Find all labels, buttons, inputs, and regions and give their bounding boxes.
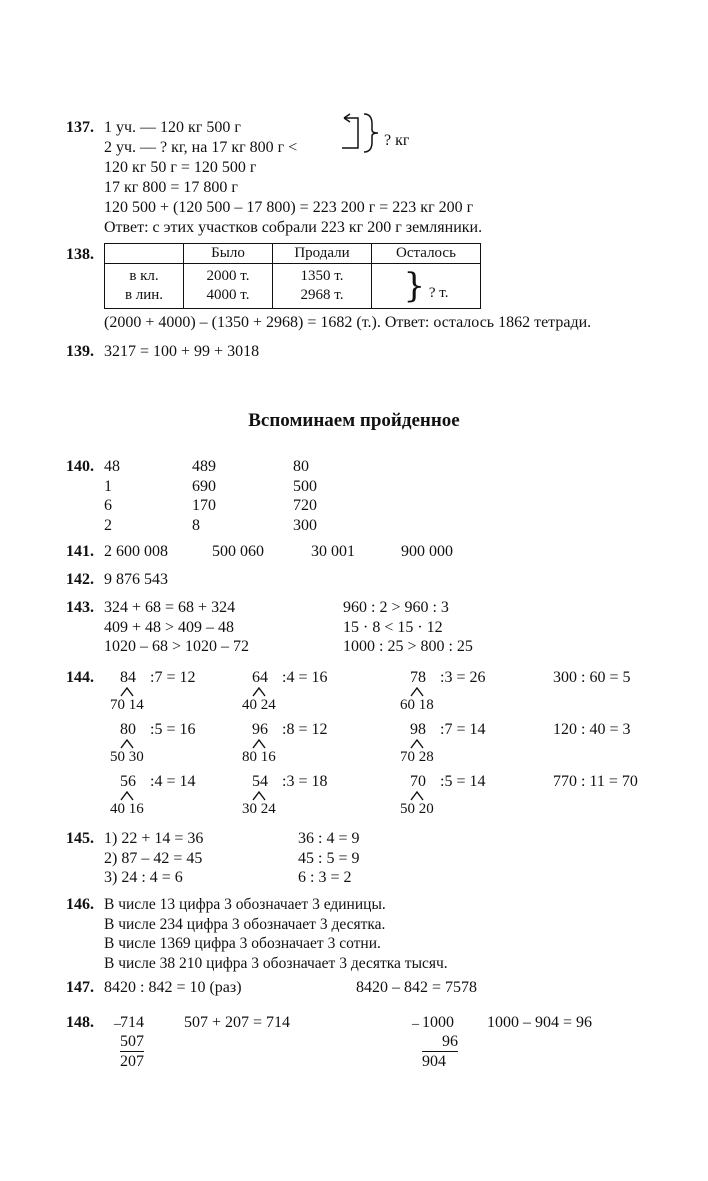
equation: 960 : 2 > 960 : 3 [343,599,449,616]
table-cell [184,263,273,308]
equation: 8420 : 842 = 10 (раз) [104,979,242,996]
column [293,457,317,535]
decomposition-parts: 40 16 [110,801,144,817]
minuend: 714 [120,1014,144,1031]
division-result: :8 = 12 [282,721,328,738]
problem-number: 140. [66,458,94,475]
equation: 324 + 68 = 68 + 324 [104,599,236,616]
table-cell [273,263,372,308]
value: 690 [192,477,216,495]
decomposition-parts: 30 24 [242,801,276,817]
text-block [104,895,448,973]
subtrahend: 507 [120,1032,144,1052]
text-line: 17 кг 800 = 17 800 г [104,179,238,196]
equation: 2) 87 – 42 = 45 [104,849,203,867]
equation: 1000 – 904 = 96 [487,1014,593,1031]
equation: 1020 – 68 > 1020 – 72 [104,638,250,655]
minuend: 1000 [422,1014,454,1031]
table-row [105,263,481,308]
dividend: 70 [410,773,426,790]
problem-number: 144. [66,669,94,686]
row-label: в лин. [124,286,164,303]
value: 30 001 [311,543,355,560]
value: 1 [104,477,112,495]
equation: 120 : 40 = 3 [553,721,631,738]
problem-number: 142. [66,571,94,588]
value: 500 [293,477,317,495]
division-result: :3 = 26 [440,669,486,686]
division-result: :4 = 14 [150,773,196,790]
column [104,829,203,888]
problem-number: 139. [66,343,94,360]
minus-sign: _ [412,1012,419,1027]
subtrahend: 96 [422,1032,458,1052]
table-cell [372,263,481,308]
question-label: ? кг [384,132,410,149]
decomposition-parts: 70 14 [110,697,144,713]
header-cell: Продали [273,244,372,264]
text-line: 3217 = 100 + 99 + 3018 [104,343,260,360]
value: 489 [192,458,216,475]
text-line: 120 кг 50 г = 120 500 г [104,159,257,176]
text-line: 2 уч. — ? кг, на 17 кг 800 г < [104,139,298,156]
decomposition-parts: 80 16 [242,749,276,765]
table-header-row [105,244,481,264]
dividend: 96 [252,721,268,738]
header-cell: Было [184,244,273,264]
row-label-cell [105,263,184,308]
text-line: В числе 13 цифра 3 обозначает 3 единицы. [104,896,386,913]
division-result: :5 = 16 [150,721,196,738]
text-line: 1 уч. — 120 кг 500 г [104,119,241,136]
cell-value: 2968 т. [300,286,344,303]
dividend: 80 [120,721,136,738]
equation: 3) 24 : 4 = 6 [104,869,183,886]
text-line: 120 500 + (120 500 – 17 800) = 223 200 г = 223 кг 200 г [104,199,474,216]
problem-number: 148. [66,1014,94,1031]
problem-number: 137. [66,119,94,136]
section-heading: Вспоминаем пройденное [248,410,460,431]
dividend: 64 [252,669,268,686]
value: 500 060 [212,543,264,560]
division-result: :7 = 12 [150,669,196,686]
column [298,829,359,888]
equation: 36 : 4 = 9 [298,830,360,847]
value: 170 [192,497,216,514]
row-label: в кл. [129,268,159,284]
problem-number: 146. [66,896,94,913]
equation: 45 : 5 = 9 [298,849,360,867]
column [104,457,120,535]
value: 6 [104,497,112,514]
header-cell [105,244,184,264]
text-line: В числе 38 210 цифра 3 обозначает 3 десятка тысяч. [104,954,448,972]
column [343,598,473,657]
cell-value: 2000 т. [206,268,250,284]
decomposition-parts: 60 18 [400,697,434,713]
equation: 15 · 8 < 15 · 12 [343,618,443,636]
right-brace-icon: } [403,265,426,306]
value: 2 [104,516,112,534]
equation: 770 : 11 = 70 [553,773,638,790]
problem-number: 138. [66,246,94,263]
value: 720 [293,497,317,514]
difference: 207 [120,1053,144,1070]
division-result: :7 = 14 [440,721,486,738]
equation: 6 : 3 = 2 [298,869,352,886]
dividend: 84 [120,669,136,686]
equation: 300 : 60 = 5 [553,669,631,686]
decomposition-parts: 50 20 [400,801,434,817]
equation: 507 + 207 = 714 [184,1014,291,1031]
problem-number: 147. [66,979,94,996]
dividend: 56 [120,773,136,790]
minus-sign: _ [114,1012,121,1027]
value: 48 [104,458,120,475]
cell-value: 4000 т. [206,286,250,303]
problem-number: 141. [66,543,94,560]
dividend: 98 [410,721,426,738]
header-cell: Осталось [372,244,481,264]
value: 300 [293,516,317,534]
difference: 904 [422,1053,446,1070]
dividend: 54 [252,773,268,790]
equation: 409 + 48 > 409 – 48 [104,618,235,636]
text-line: В числе 1369 цифра 3 обозначает 3 сотни. [104,935,381,952]
problem-number: 143. [66,599,94,616]
decomposition-parts: 50 30 [110,749,144,765]
cell-value: 1350 т. [300,268,344,284]
text-line: В числе 234 цифра 3 обозначает 3 десятка. [104,915,386,933]
value: 8 [192,516,200,534]
cell-value: ? т. [428,284,449,301]
value: 900 000 [401,543,453,560]
equation: 1) 22 + 14 = 36 [104,830,204,847]
equation: 8420 – 842 = 7578 [356,979,478,996]
dividend: 78 [410,669,426,686]
division-result: :3 = 18 [282,773,328,790]
decomposition-parts: 40 24 [242,697,276,713]
problem-number: 145. [66,830,94,847]
answer-line: Ответ: с этих участков собрали 223 кг 200 г земляники. [104,219,483,236]
column [104,598,249,657]
value: 80 [293,458,309,475]
equation: 1000 : 25 > 800 : 25 [343,638,473,655]
division-result: :4 = 16 [282,669,328,686]
column [192,457,216,535]
data-table [104,243,481,309]
value: 9 876 543 [104,571,168,588]
decomposition-parts: 70 28 [400,749,434,765]
solution-line: (2000 + 4000) – (1350 + 2968) = 1682 (т.). Ответ: осталось 1862 тетради. [104,314,592,331]
value: 2 600 008 [104,543,168,560]
division-result: :5 = 14 [440,773,486,790]
